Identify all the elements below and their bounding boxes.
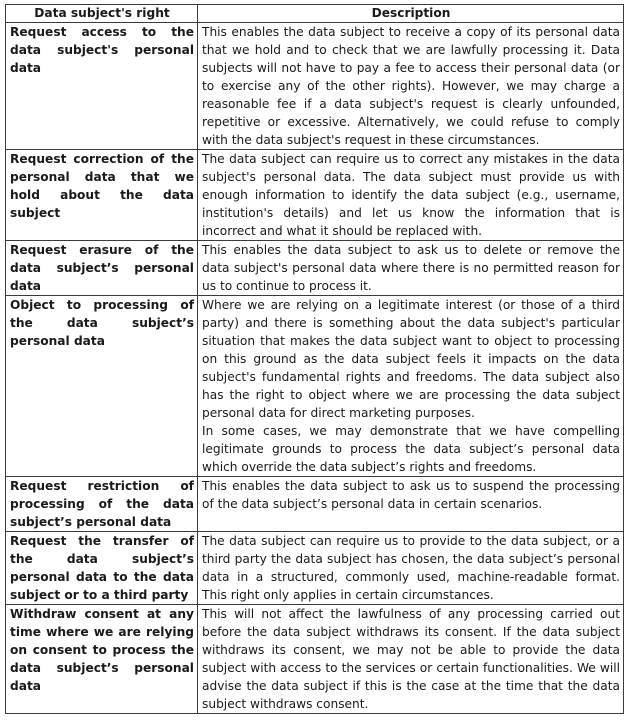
description-paragraph: The data subject can require us to provide to the data subject, or a third party the data subject has chosen, the data subject’s personal data in a structured, commonly used, machine-readable format. This right only applies in certain circumstances.: [202, 534, 620, 602]
table-header: [6, 5, 624, 23]
description-cell: [198, 150, 624, 241]
description-cell: [198, 241, 624, 296]
description-paragraph: This will not affect the lawfulness of any processing carried out before the data subject withdraws its consent. If the data subject withdraws its consent, we may not be able to provide the data subject with access to the services or certain functionalities. We will advise the data subject if this is the case at the time that the data subject withdraws consent.: [202, 607, 620, 711]
data-subject-rights-table: [5, 4, 624, 714]
header-row: [6, 5, 624, 23]
description-cell: [198, 23, 624, 150]
description-paragraph: This enables the data subject to ask us to suspend the processing of the data subject’s personal data in certain scenarios.: [202, 479, 620, 511]
table-row: [6, 241, 624, 296]
description-paragraph: In some cases, we may demonstrate that we have compelling legitimate grounds to process the data subject’s personal data which override the data subject’s rights and freedoms.: [202, 424, 620, 474]
description-paragraph: Where we are relying on a legitimate interest (or those of a third party) and there is something about the data subject's particular situation that makes the data subject want to object to processing on this ground as the data subject feels it impacts on the data subject's fundamental rights and freedoms. The data subject also has the right to object where we are processing the data subject personal data for direct marketing purposes.: [202, 298, 620, 420]
right-name-cell: Withdraw consent at any time where we are relying on consent to process the data subject’s personal data: [6, 605, 198, 714]
right-name-cell: Request the transfer of the data subject’s personal data to the data subject or to a third party: [6, 532, 198, 605]
description-paragraph: This enables the data subject to ask us to delete or remove the data subject's personal data where there is no permitted reason for us to continue to process it.: [202, 243, 620, 293]
table-row: [6, 296, 624, 477]
right-name-cell: Request restriction of processing of the data subject’s personal data: [6, 477, 198, 532]
table-row: [6, 23, 624, 150]
table-row: [6, 150, 624, 241]
header-description: Description: [198, 5, 624, 23]
header-data-subject-right: Data subject's right: [6, 5, 198, 23]
right-name-cell: Request correction of the personal data that we hold about the data subject: [6, 150, 198, 241]
description-cell: [198, 605, 624, 714]
right-name-cell: Request access to the data subject's personal data: [6, 23, 198, 150]
description-cell: [198, 532, 624, 605]
right-name-cell: Request erasure of the data subject’s personal data: [6, 241, 198, 296]
right-name-cell: Object to processing of the data subject’s personal data: [6, 296, 198, 477]
table-row: [6, 477, 624, 532]
description-paragraph: This enables the data subject to receive a copy of its personal data that we hold and to check that we are lawfully processing it. Data subjects will not have to pay a fee to access their personal data (or to exercise any of the other rights). However, we may charge a reasonable fee if a data subject's request is clearly unfounded, repetitive or excessive. Alternatively, we could refuse to comply with the data subject's request in these circumstances.: [202, 25, 620, 147]
table-row: [6, 532, 624, 605]
table-body: [6, 23, 624, 714]
description-cell: [198, 477, 624, 532]
description-cell: [198, 296, 624, 477]
table-row: [6, 605, 624, 714]
description-paragraph: The data subject can require us to correct any mistakes in the data subject's personal data. The data subject must provide us with enough information to identify the data subject (e.g., username, institution's details) and let us know the information that is incorrect and what it should be replaced with.: [202, 152, 620, 238]
